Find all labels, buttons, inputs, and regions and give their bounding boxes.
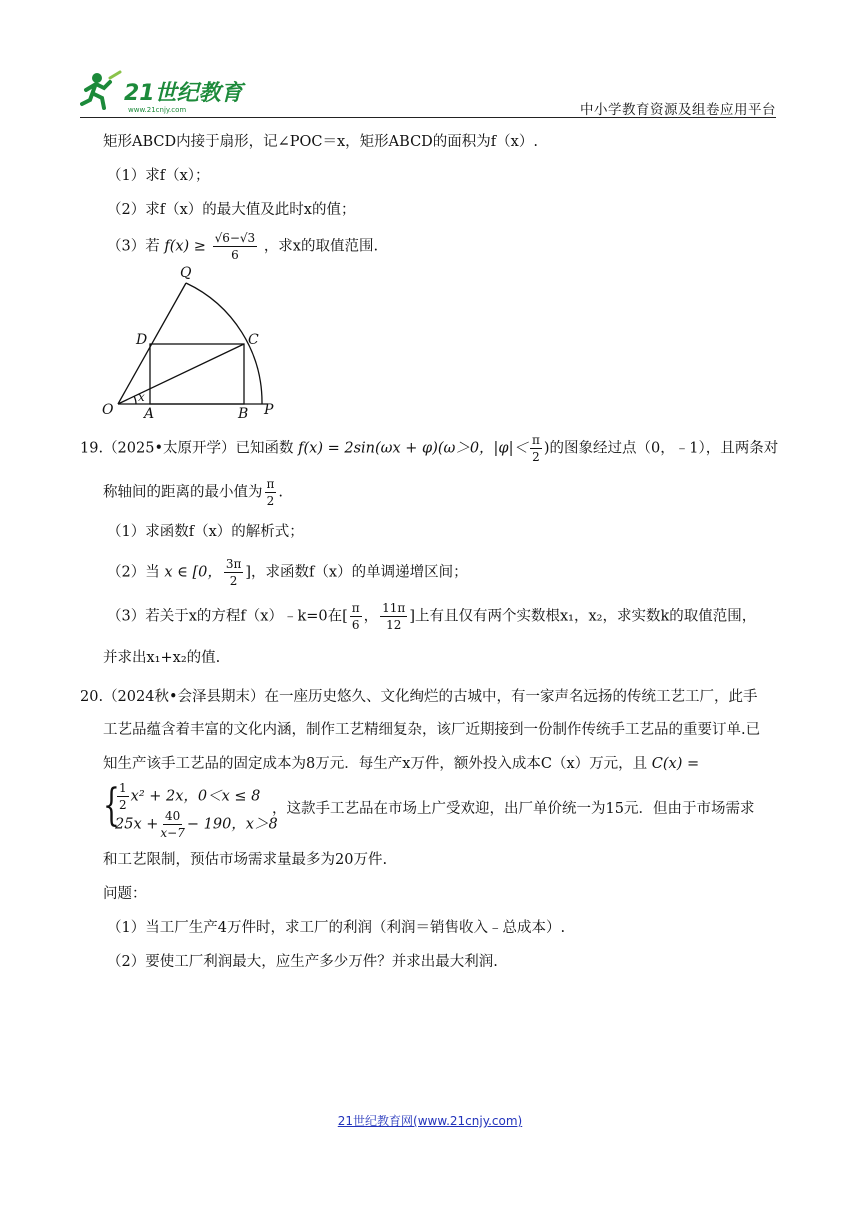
platform-title: 中小学教育资源及组卷应用平台 [580,102,776,118]
logo-url: www.21cnjy.com [128,106,187,114]
fraction-numerator: π [266,477,275,491]
fraction-numerator: 1 [119,781,127,795]
fraction-denominator: x−7 [160,826,185,840]
q19-source: （2025•太原开学） [103,440,236,457]
angle-x-arc [134,396,136,404]
q18-part3-fraction [213,232,258,261]
label-B: B [238,406,249,422]
fraction-numerator: 3π [225,557,242,571]
label-A: A [144,406,155,422]
q20-line5: 和工艺限制，预估市场需求量最多为20万件. [103,852,388,868]
label-Q: Q [180,265,192,281]
segment-OC [118,344,244,404]
q20-source: （2024秋•会泽县期末） [103,689,265,705]
piece2-expr-a: 25x + [115,816,159,833]
fraction-denominator: 12 [386,618,402,632]
q19-part3-a: （3）若关于x的方程f（x）﹣k=0在[ [107,608,348,625]
q19-line1-b: )的图象经过点（0，﹣1），且两条对 [543,440,779,457]
piece1-expr: x² + 2x，0＜x ≤ 8 [130,788,261,805]
fraction-denominator: 2 [266,494,275,508]
q18-part3-math: f(x) ≥ [164,238,206,255]
piecewise-brace: { [103,780,120,831]
label-O: O [102,402,114,418]
fraction-denominator: 2 [532,450,540,464]
q19-line1 [80,434,778,463]
fraction-numerator: 40 [164,809,181,823]
q18-intro: 矩形ABCD内接于扇形，记∠POC＝x，矩形ABCD的面积为f（x）. [103,134,538,150]
fraction-numerator: π [351,601,360,615]
q18-part1: （1）求f（x）； [107,168,210,184]
q20-part1: （1）当工厂生产4万件时，求工厂的利润（利润＝销售收入﹣总成本）. [107,920,566,936]
q19-part1: （1）求函数f（x）的解析式； [107,524,304,540]
fraction-numerator: π [531,433,540,447]
label-P: P [264,402,274,418]
q19-function: f(x) = 2sin(ωx + φ)(ω＞0，|φ|＜ [298,440,528,457]
footer-link[interactable]: 21世纪教育网(www.21cnjy.com) [337,1114,523,1128]
piece2-expr-b: − 190，x＞8 [186,816,278,833]
q20-line4: ，这款手工艺品在市场上广受欢迎，出厂单价统一为15元．但由于市场需求 [272,801,755,817]
q19-part2-math: x ∈ [0， [164,564,222,581]
site-logo [80,68,250,116]
q20-number: 20. [80,689,104,705]
piece1-fraction [117,782,129,811]
q19-part3-fraction1 [350,602,362,631]
q20-line3 [103,752,699,773]
fraction-numerator: 11π [382,601,406,615]
q19-line2-b: . [278,484,283,501]
fraction-denominator: 6 [231,248,239,262]
fraction-denominator: 6 [351,618,360,632]
q18-part3 [107,232,378,261]
q19-part2-b: ]，求函数f（x）的单调递增区间； [245,564,468,581]
q20-question-label: 问题： [103,886,147,902]
q20-line1-text: 在一座历史悠久、文化绚烂的古城中，有一家声名远扬的传统工艺工厂，此手 [264,689,758,705]
q19-distance-fraction [265,478,277,507]
fraction-numerator: √6−√3 [214,231,256,245]
q20-part2: （2）要使工厂利润最大，应生产多少万件？并求出最大利润. [107,954,498,970]
piece2-fraction [160,810,184,839]
label-D: D [136,332,148,348]
q19-part2-fraction [224,558,244,587]
q18-part3-prefix: （3）若 [107,238,160,255]
q19-part3 [107,602,756,631]
piece-line1 [115,782,260,811]
q20-line1 [80,685,758,706]
q20-line2: 工艺品蕴含着丰富的文化内涵，制作工艺精细复杂，该厂近期接到一份制作传统手工艺品的重要订单.已 [103,722,761,738]
q19-part2-a: （2）当 [107,564,160,581]
q18-part2: （2）求f（x）的最大值及此时x的值； [107,202,356,218]
label-x: x [138,390,145,404]
q19-line2 [103,478,283,507]
header-divider [80,117,776,118]
sector-rectangle-figure [100,262,300,422]
q20-line3-a: 知生产该手工艺品的固定成本为8万元．每生产x万件，额外投入成本C（x）万元，且 [103,756,648,772]
q19-part3-b: ]上有且仅有两个实数根x₁，x₂，求实数k的取值范围， [409,608,757,625]
q20-cost-function: C(x) = [651,756,700,772]
piece-line2 [115,810,278,839]
fraction-denominator: 2 [119,798,127,812]
label-C: C [248,332,259,348]
q19-part3-cont: 并求出x₁+x₂的值. [103,650,221,666]
q19-number: 19. [80,440,104,457]
q19-part3-fraction2 [380,602,407,631]
fraction-denominator: 2 [229,574,238,588]
q19-part2 [107,558,468,587]
q19-line2-a: 称轴间的距离的最小值为 [103,484,263,501]
logo-text: 21世纪教育 [124,81,243,106]
q19-part3-comma: ， [363,608,379,625]
rectangle-ABCD [150,344,244,404]
q18-part3-suffix: ，求x的取值范围. [263,238,379,255]
q19-phi-fraction [530,434,542,463]
q20-piecewise [103,782,283,838]
runner-icon [82,72,120,108]
q19-line1-a: 已知函数 [235,440,294,457]
